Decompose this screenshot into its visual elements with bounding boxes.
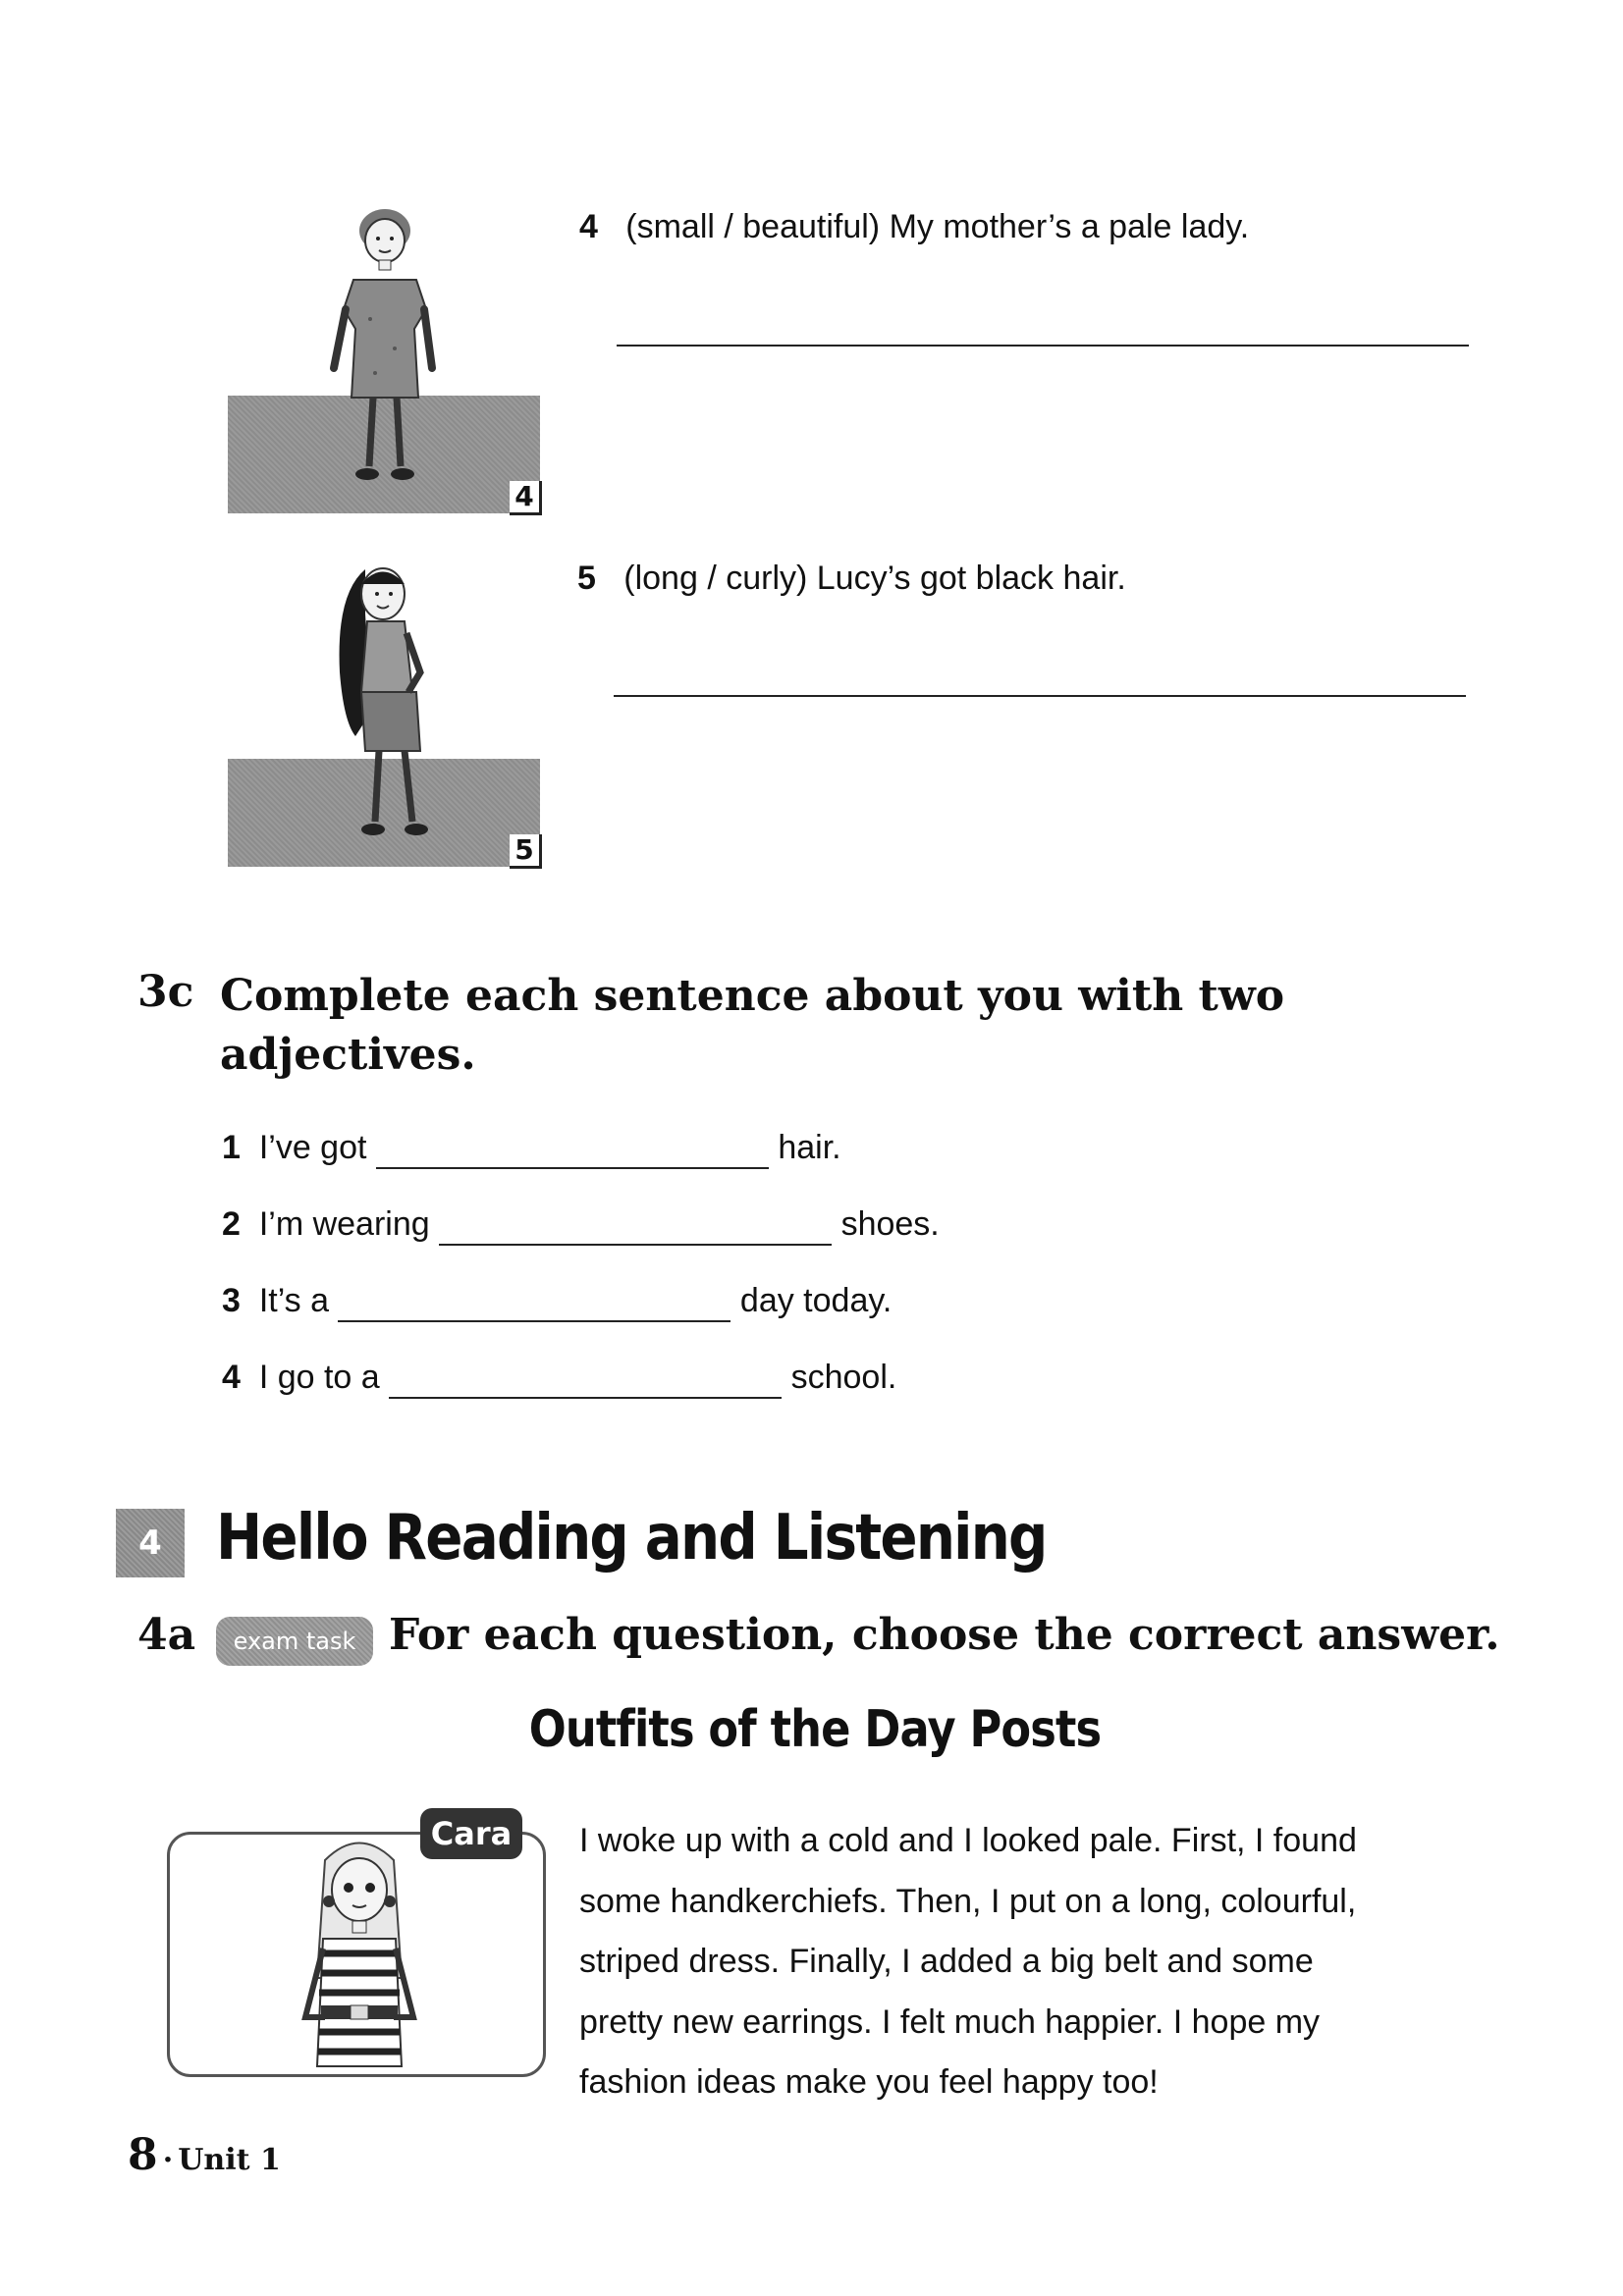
picture-number-badge: 5 [510,834,542,869]
page-footer [128,2130,281,2180]
reading-title: Outfits of the Day Posts [528,1700,1102,1759]
item-number: 2 [222,1205,241,1243]
item-number: 1 [222,1129,241,1166]
page-number: 8 [128,2130,158,2180]
exam-task-tag: exam task [216,1617,373,1666]
passage-line: striped dress. Finally, I added a big belt and some [579,1943,1314,1980]
item-after: hair. [778,1129,841,1166]
item-number: 4 [579,208,598,245]
passage-line: I woke up with a cold and I looked pale. First, I found [579,1822,1357,1859]
exercise-3c-item-3 [222,1282,892,1322]
item-text: (long / curly) Lucy’s got black hair. [623,560,1126,597]
exercise-3c-item-4 [222,1359,896,1399]
item-before: I’m wearing [258,1205,430,1243]
answer-blank[interactable] [338,1282,730,1322]
answer-line-5[interactable] [614,695,1466,697]
mother-illustration [316,201,454,496]
item-before: I go to a [258,1359,380,1396]
cara-name-tag: Cara [420,1808,522,1859]
lucy-illustration [326,555,444,849]
picture-5 [228,555,540,867]
footer-separator: · [162,2143,174,2177]
item-before: I’ve got [258,1129,367,1166]
instruction-line-1: Complete each sentence about you with two [220,971,1285,1021]
section-4-badge: 4 [116,1509,185,1577]
passage-line: some handkerchiefs. Then, I put on a long, colourful, [579,1882,1357,1920]
item-before: It’s a [258,1282,330,1319]
picture-4 [228,201,540,513]
unit-label: Unit 1 [178,2143,281,2177]
item-5-prompt [577,560,1126,598]
exercise-4a-label: 4a [137,1610,196,1660]
exercise-3c-item-1 [222,1129,841,1169]
item-after: day today. [739,1282,893,1319]
section-4-title: Hello Reading and Listening [216,1502,1047,1575]
passage-line: fashion ideas make you feel happy too! [579,2063,1159,2101]
reading-passage [579,1811,1561,2113]
exercise-3c-label: 3c [137,967,194,1017]
item-after: school. [790,1359,897,1396]
picture-number-badge: 4 [510,481,542,515]
cara-picture-frame [167,1832,546,2077]
exercise-3c-instruction [220,967,1447,1085]
answer-line-4[interactable] [617,345,1469,347]
item-text: (small / beautiful) My mother’s a pale lady. [625,208,1250,245]
answer-blank[interactable] [439,1205,832,1246]
answer-blank[interactable] [389,1359,782,1399]
instruction-line-2: adjectives. [220,1030,476,1080]
item-after: shoes. [840,1205,940,1243]
item-4-prompt [579,208,1249,246]
exercise-4a-instruction: For each question, choose the correct answer. [389,1610,1500,1660]
answer-blank[interactable] [376,1129,769,1169]
passage-line: pretty new earrings. I felt much happier. I hope my [579,2002,1321,2041]
cara-illustration [286,1831,433,2070]
exercise-3c-item-2 [222,1205,940,1246]
item-number: 5 [577,560,596,597]
item-number: 4 [222,1359,241,1396]
item-number: 3 [222,1282,241,1319]
